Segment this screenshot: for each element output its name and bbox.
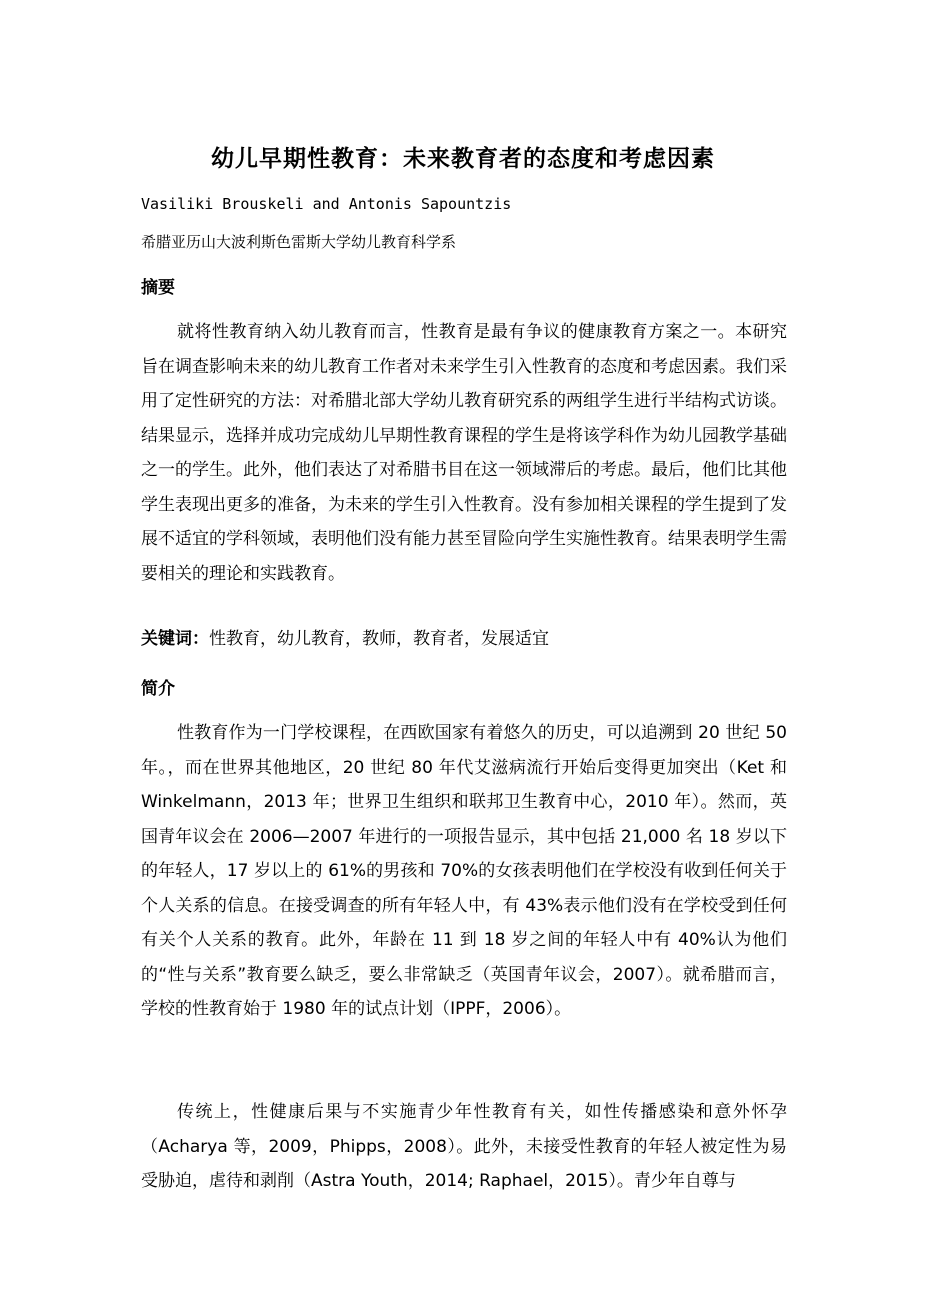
introduction-paragraph: 性教育作为一门学校课程，在西欧国家有着悠久的历史，可以追溯到 20 世纪 50 年。，而在世界其他地区，20 世纪 80 年代艾滋病流行开始后变得更加突出（Ket 和 Winkelmann，2013 年；世界卫生组织和联邦卫生教育中心，2010 年）。然而，英国青年议会在 2006—2007 年进行的一项报告显示，其中包括 21,000 名 18 岁以下的年轻人，17 岁以上的 61%的男孩和 70%的女孩表明他们在学校没有收到任何关于个人关系的信息。在接受调查的所有年轻人中，有 43%表示他们没有在学校受到任何有关个人关系的教育。此外，年龄在 11 到 18 岁之间的年轻人中有 40%认为他们的“性与关系”教育要么缺乏，要么非常缺乏（英国青年议会，2007）。就希腊而言，学校的性教育始于 1980 年的试点计划（IPPF，2006）。 [141, 723, 787, 1019]
keywords-label: 关键词： [141, 629, 209, 649]
affiliation: 希腊亚历山大波利斯色雷斯大学幼儿教育科学系 [141, 233, 457, 251]
abstract-text: 就将性教育纳入幼儿教育而言，性教育是最有争议的健康教育方案之一。本研究旨在调查影响未来的幼儿教育工作者对未来学生引入性教育的态度和考虑因素。我们采用了定性研究的方法：对希腊北部大学幼儿教育研究系的两组学生进行半结构式访谈。结果显示，选择并成功完成幼儿早期性教育课程的学生是将该学科作为幼儿园教学基础之一的学生。此外，他们表达了对希腊书目在这一领域滞后的考虑。最后，他们比其他学生表现出更多的准备，为未来的学生引入性教育。没有参加相关课程的学生提到了发展不适宜的学科领域，表明他们没有能力甚至冒险向学生实施性教育。结果表明学生需要相关的理论和实践教育。 [141, 322, 787, 584]
abstract-heading: 摘要 [141, 278, 175, 298]
keywords-text: 性教育，幼儿教育，教师，教育者，发展适宜 [209, 629, 549, 649]
authors: Vasiliki Brouskeli and Antonis Sapountzis [141, 195, 512, 213]
introduction-heading: 简介 [141, 679, 175, 699]
paper-title: 幼儿早期性教育：未来教育者的态度和考虑因素 [211, 146, 715, 172]
keywords [141, 624, 549, 649]
introduction-paragraph: 传统上，性健康后果与不实施青少年性教育有关，如性传播感染和意外怀孕（Acharya 等，2009，Phipps，2008）。此外，未接受性教育的年轻人被定性为易受胁迫，虐待和剥削（Astra Youth，2014; Raphael，2015）。青少年自尊与 [141, 1102, 787, 1191]
